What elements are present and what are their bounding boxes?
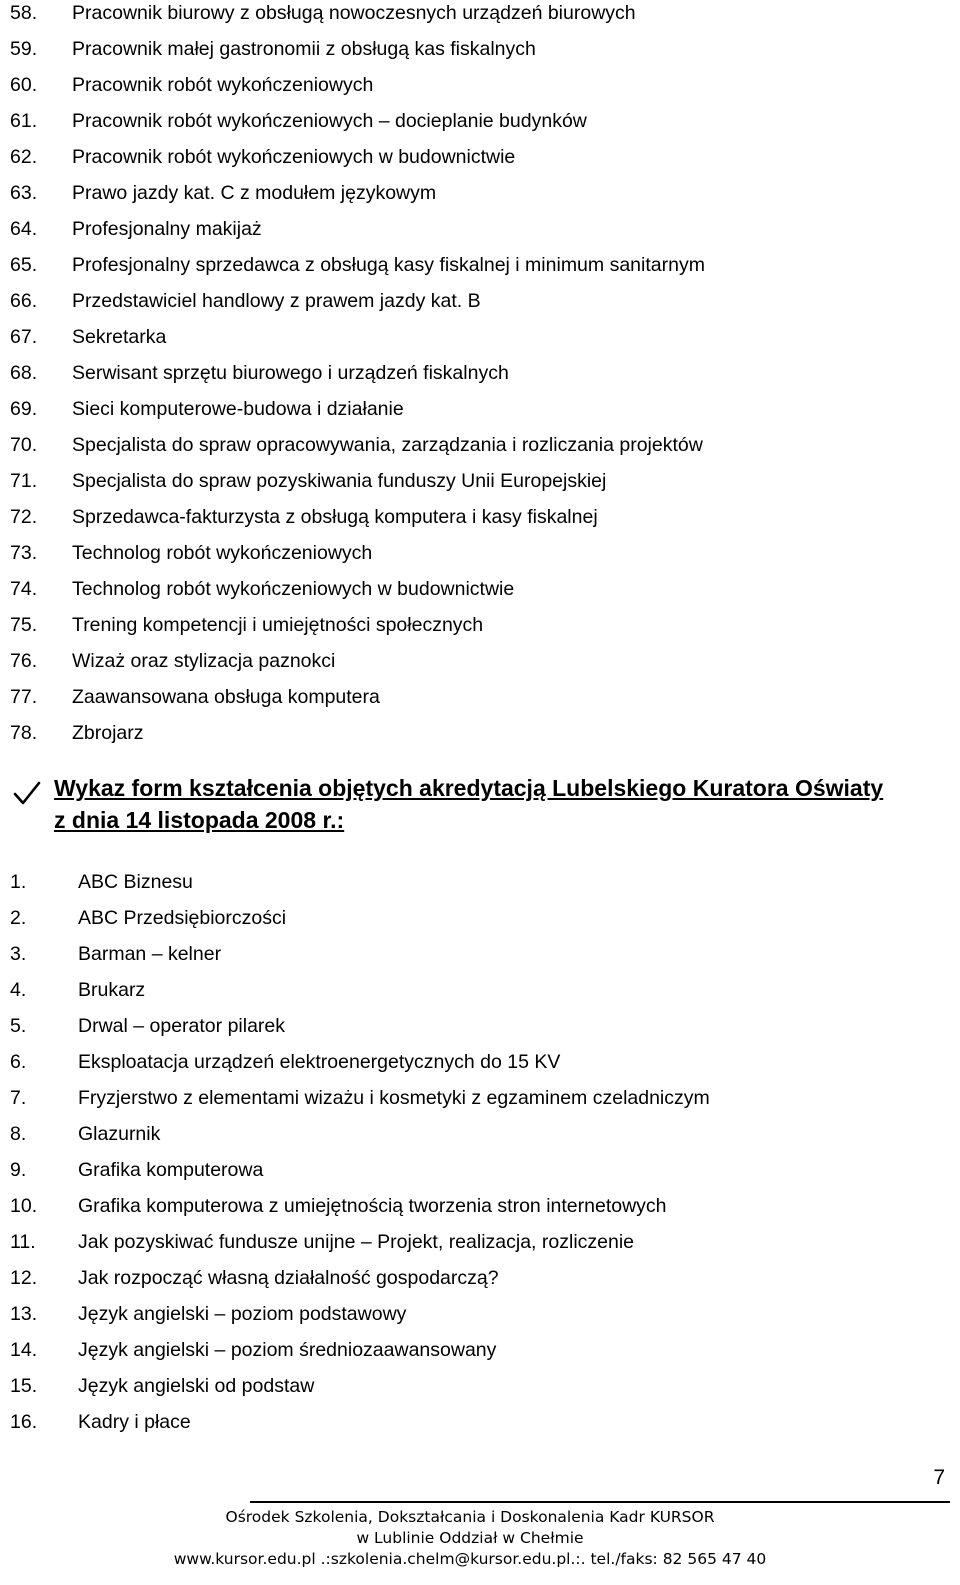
item-number: 77. — [10, 686, 38, 708]
list-item — [10, 1008, 710, 1044]
item-text: Specjalista do spraw opracowywania, zarządzania i rozliczania projektów — [72, 434, 703, 456]
item-number: 76. — [10, 650, 38, 672]
item-text: Drwal – operator pilarek — [78, 1015, 286, 1037]
item-number: 73. — [10, 542, 38, 564]
item-number: 75. — [10, 614, 38, 636]
list-item — [10, 571, 705, 607]
item-number: 16. — [10, 1411, 38, 1433]
list-item — [10, 1368, 710, 1404]
heading-text — [54, 772, 883, 836]
item-number: 61. — [10, 110, 38, 132]
heading-line2: z dnia 14 listopada 2008 r.: — [54, 807, 345, 833]
item-number: 60. — [10, 74, 38, 96]
item-text: Jak rozpocząć własną działalność gospodarczą? — [78, 1267, 499, 1289]
list-item — [10, 1116, 710, 1152]
item-number: 5. — [10, 1015, 27, 1037]
footer-divider — [250, 1501, 950, 1503]
item-text: ABC Przedsiębiorczości — [78, 907, 287, 929]
list-item — [10, 247, 705, 283]
item-text: Trening kompetencji i umiejętności społecznych — [72, 614, 484, 636]
item-number: 1. — [10, 871, 27, 893]
item-number: 78. — [10, 722, 38, 744]
item-number: 62. — [10, 146, 38, 168]
list-item — [10, 715, 705, 751]
footer-line2: w Lublinie Oddział w Chełmie — [356, 1529, 584, 1547]
item-number: 72. — [10, 506, 38, 528]
item-text: Profesjonalny makijaż — [72, 218, 262, 240]
item-text: Język angielski – poziom średniozaawansowany — [78, 1339, 497, 1361]
item-number: 59. — [10, 38, 38, 60]
item-number: 58. — [10, 2, 38, 24]
list-item — [10, 643, 705, 679]
item-text: Eksploatacja urządzeń elektroenergetycznych do 15 KV — [78, 1051, 561, 1073]
item-number: 66. — [10, 290, 38, 312]
item-text: Prawo jazdy kat. C z modułem językowym — [72, 182, 437, 204]
list-item — [10, 139, 705, 175]
item-number: 68. — [10, 362, 38, 384]
list-item — [10, 1296, 710, 1332]
item-text: Fryzjerstwo z elementami wizażu i kosmetyki z egzaminem czeladniczym — [78, 1087, 710, 1109]
page-number: 7 — [933, 1466, 945, 1489]
list-item — [10, 391, 705, 427]
list-item — [10, 319, 705, 355]
item-text: Grafika komputerowa — [78, 1159, 264, 1181]
item-text: Sprzedawca-fakturzysta z obsługą komputera i kasy fiskalnej — [72, 506, 598, 528]
list-item — [10, 103, 705, 139]
item-text: Wizaż oraz stylizacja paznokci — [72, 650, 336, 672]
list-item — [10, 936, 710, 972]
item-text: Przedstawiciel handlowy z prawem jazdy kat. B — [72, 290, 481, 312]
list-item — [10, 67, 705, 103]
item-text: Pracownik robót wykończeniowych w budownictwie — [72, 146, 516, 168]
item-number: 8. — [10, 1123, 27, 1145]
item-number: 70. — [10, 434, 38, 456]
item-number: 67. — [10, 326, 38, 348]
item-number: 13. — [10, 1303, 38, 1325]
checkmark-icon — [12, 778, 42, 808]
item-number: 64. — [10, 218, 38, 240]
item-number: 14. — [10, 1339, 38, 1361]
list-item — [10, 463, 705, 499]
item-text: Barman – kelner — [78, 943, 222, 965]
item-number: 63. — [10, 182, 38, 204]
item-text: Zaawansowana obsługa komputera — [72, 686, 380, 708]
list-item — [10, 355, 705, 391]
item-text: Pracownik małej gastronomii z obsługą kas fiskalnych — [72, 38, 536, 60]
item-text: Język angielski od podstaw — [78, 1375, 315, 1397]
list-item — [10, 211, 705, 247]
item-number: 10. — [10, 1195, 38, 1217]
item-text: Serwisant sprzętu biurowego i urządzeń fiskalnych — [72, 362, 509, 384]
list-item — [10, 283, 705, 319]
item-text: Kadry i płace — [78, 1411, 191, 1433]
item-number: 71. — [10, 470, 38, 492]
course-list-part2 — [10, 864, 710, 1440]
item-number: 2. — [10, 907, 27, 929]
list-item — [10, 900, 710, 936]
item-text: ABC Biznesu — [78, 871, 193, 893]
item-number: 65. — [10, 254, 38, 276]
list-item — [10, 1188, 710, 1224]
item-number: 11. — [10, 1231, 36, 1253]
list-item — [10, 175, 705, 211]
item-text: Pracownik robót wykończeniowych – docieplanie budynków — [72, 110, 587, 132]
item-text: Brukarz — [78, 979, 146, 1001]
list-item — [10, 0, 705, 31]
list-item — [10, 31, 705, 67]
item-text: Sieci komputerowe-budowa i działanie — [72, 398, 404, 420]
item-text: Jak pozyskiwać fundusze unijne – Projekt, realizacja, rozliczenie — [78, 1231, 635, 1253]
course-list-part1 — [10, 0, 705, 751]
heading-line1: Wykaz form kształcenia objętych akredytacją Lubelskiego Kuratora Oświaty — [54, 775, 884, 801]
list-item — [10, 427, 705, 463]
list-item — [10, 1152, 710, 1188]
item-text: Glazurnik — [78, 1123, 161, 1145]
item-text: Technolog robót wykończeniowych w budownictwie — [72, 578, 515, 600]
item-number: 6. — [10, 1051, 27, 1073]
list-item — [10, 1044, 710, 1080]
list-item — [10, 535, 705, 571]
item-text: Język angielski – poziom podstawowy — [78, 1303, 407, 1325]
list-item — [10, 607, 705, 643]
list-item — [10, 1332, 710, 1368]
item-text: Zbrojarz — [72, 722, 144, 744]
item-number: 15. — [10, 1375, 38, 1397]
item-text: Sekretarka — [72, 326, 167, 348]
item-text: Specjalista do spraw pozyskiwania funduszy Unii Europejskiej — [72, 470, 607, 492]
item-text: Technolog robót wykończeniowych — [72, 542, 373, 564]
footer-line1: Ośrodek Szkolenia, Dokształcania i Doskonalenia Kadr KURSOR — [225, 1508, 715, 1526]
footer-line3: www.kursor.edu.pl .:szkolenia.chelm@kursor.edu.pl.:. tel./faks: 82 565 47 40 — [173, 1550, 767, 1568]
item-number: 4. — [10, 979, 27, 1001]
item-number: 9. — [10, 1159, 27, 1181]
item-number: 74. — [10, 578, 38, 600]
list-item — [10, 1224, 710, 1260]
item-text: Pracownik robót wykończeniowych — [72, 74, 374, 96]
list-item — [10, 1404, 710, 1440]
item-number: 69. — [10, 398, 38, 420]
list-item — [10, 1260, 710, 1296]
list-item — [10, 972, 710, 1008]
item-number: 12. — [10, 1267, 38, 1289]
list-item — [10, 1080, 710, 1116]
list-item — [10, 679, 705, 715]
item-text: Grafika komputerowa z umiejętnością tworzenia stron internetowych — [78, 1195, 667, 1217]
item-number: 3. — [10, 943, 27, 965]
list-item — [10, 499, 705, 535]
item-text: Pracownik biurowy z obsługą nowoczesnych urządzeń biurowych — [72, 2, 636, 24]
item-number: 7. — [10, 1087, 27, 1109]
item-text: Profesjonalny sprzedawca z obsługą kasy fiskalnej i minimum sanitarnym — [72, 254, 705, 276]
list-item — [10, 864, 710, 900]
